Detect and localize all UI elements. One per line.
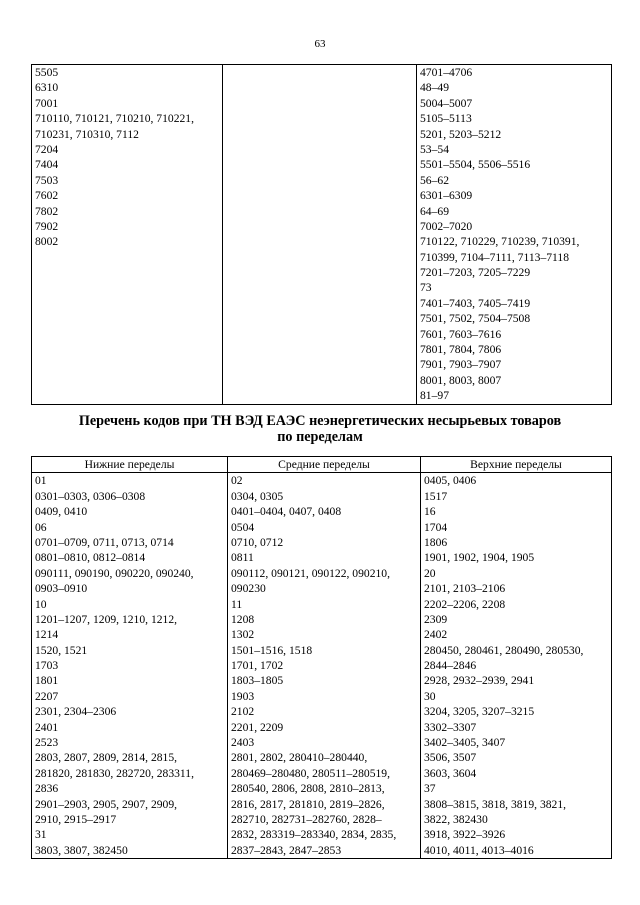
code-entry: 090230 xyxy=(231,582,266,596)
header-upper-levels: Верхние переделы xyxy=(421,457,612,473)
code-entry: 280450, 280461, 280490, 280530, xyxy=(424,643,584,657)
code-entry: 090112, 090121, 090122, 090210, xyxy=(231,566,390,580)
top-col-3-cell xyxy=(417,65,612,405)
page-number: 63 xyxy=(314,38,326,50)
code-entry: 0701–0709, 0711, 0713, 0714 xyxy=(35,535,174,549)
code-entry: 37 xyxy=(424,782,436,796)
code-entry: 2301, 2304–2306 xyxy=(35,705,117,719)
code-entry: 7201–7203, 7205–7229 xyxy=(420,266,531,280)
code-entry: 8002 xyxy=(35,235,59,249)
code-entry: 0811 xyxy=(231,551,254,565)
code-entry: 2910, 2915–2917 xyxy=(35,813,117,826)
code-entry: 5004–5007 xyxy=(420,96,473,110)
header-middle-levels: Средние переделы xyxy=(228,457,421,473)
code-entry: 710231, 710310, 7112 xyxy=(35,127,139,141)
code-entry: 5505 xyxy=(35,66,59,79)
code-entry: 090111, 090190, 090220, 090240, xyxy=(35,566,194,580)
code-entry: 0903–0910 xyxy=(35,582,88,596)
code-entry: 1302 xyxy=(231,628,255,642)
processing-levels-table xyxy=(31,456,612,859)
code-entry: 4010, 4011, 4013–4016 xyxy=(424,843,534,857)
code-entry: 710110, 710121, 710210, 710221, xyxy=(35,112,194,126)
section-title-line-2: по переделам xyxy=(277,429,363,445)
code-entry: 73 xyxy=(420,281,432,295)
code-entry: 2202–2206, 2208 xyxy=(424,597,506,611)
code-entry: 1803–1805 xyxy=(231,674,284,688)
code-entry: 48–49 xyxy=(420,81,449,95)
code-entry: 3918, 3922–3926 xyxy=(424,828,506,842)
table-header-row xyxy=(32,457,612,473)
code-entry: 3803, 3807, 382450 xyxy=(35,843,128,857)
code-entry: 7601, 7603–7616 xyxy=(420,327,502,341)
code-entry: 2803, 2807, 2809, 2814, 2815, xyxy=(35,751,178,765)
code-entry: 56–62 xyxy=(420,173,449,187)
code-entry: 0304, 0305 xyxy=(231,489,284,503)
code-entry: 7503 xyxy=(35,173,59,187)
code-entry: 1806 xyxy=(424,535,448,549)
code-entry: 280540, 2806, 2808, 2810–2813, xyxy=(231,782,385,796)
code-entry: 81–97 xyxy=(420,389,449,403)
code-entry: 01 xyxy=(35,474,47,488)
code-entry: 2523 xyxy=(35,736,59,750)
code-entry: 2832, 283319–283340, 2834, 2835, xyxy=(231,828,397,842)
code-entry: 0405, 0406 xyxy=(424,474,477,488)
code-entry: 1520, 1521 xyxy=(35,643,88,657)
top-col-1-cell xyxy=(32,65,223,405)
upper-levels-cell xyxy=(421,473,612,859)
code-entry: 2102 xyxy=(231,705,255,719)
code-entry: 16 xyxy=(424,505,436,519)
code-entry: 1201–1207, 1209, 1210, 1212, xyxy=(35,612,178,626)
code-entry: 0301–0303, 0306–0308 xyxy=(35,489,146,503)
code-entry: 3808–3815, 3818, 3819, 3821, xyxy=(424,797,567,811)
code-entry: 7501, 7502, 7504–7508 xyxy=(420,312,531,326)
code-entry: 7901, 7903–7907 xyxy=(420,358,502,372)
code-entry: 3822, 382430 xyxy=(424,813,488,826)
header-lower-levels: Нижние переделы xyxy=(32,457,228,473)
code-entry: 7602 xyxy=(35,189,59,203)
top-col-2-cell xyxy=(223,65,417,405)
code-entry: 2928, 2932–2939, 2941 xyxy=(424,674,535,688)
code-entry: 06 xyxy=(35,520,47,534)
code-entry: 2402 xyxy=(424,628,448,642)
code-entry: 30 xyxy=(424,689,436,703)
code-entry: 53–54 xyxy=(420,142,449,156)
code-entry: 11 xyxy=(231,597,243,611)
code-entry: 2101, 2103–2106 xyxy=(424,582,506,596)
code-entry: 0710, 0712 xyxy=(231,535,284,549)
code-entry: 3204, 3205, 3207–3215 xyxy=(424,705,535,719)
code-entry: 281820, 281830, 282720, 283311, xyxy=(35,766,194,780)
code-entry: 0801–0810, 0812–0814 xyxy=(35,551,146,565)
code-entry: 2403 xyxy=(231,736,255,750)
code-entry: 2837–2843, 2847–2853 xyxy=(231,843,342,857)
code-entry: 3603, 3604 xyxy=(424,766,477,780)
code-entry: 2201, 2209 xyxy=(231,720,284,734)
code-entry: 2901–2903, 2905, 2907, 2909, xyxy=(35,797,178,811)
code-entry: 6310 xyxy=(35,81,59,95)
code-entry: 282710, 282731–282760, 2828– xyxy=(231,813,382,826)
code-entry: 1214 xyxy=(35,628,59,642)
section-title xyxy=(0,413,640,445)
code-entry: 3302–3307 xyxy=(424,720,477,734)
code-entry: 5501–5504, 5506–5516 xyxy=(420,158,531,172)
table-row xyxy=(32,65,612,405)
code-entry: 2801, 2802, 280410–280440, xyxy=(231,751,368,765)
code-entry: 5105–5113 xyxy=(420,112,472,126)
code-entry: 7002–7020 xyxy=(420,219,473,233)
code-entry: 2401 xyxy=(35,720,59,734)
code-entry: 8001, 8003, 8007 xyxy=(420,373,502,387)
code-entry: 710122, 710229, 710239, 710391, xyxy=(420,235,580,249)
code-entry: 0409, 0410 xyxy=(35,505,88,519)
code-entry: 7902 xyxy=(35,219,59,233)
code-entry: 0401–0404, 0407, 0408 xyxy=(231,505,342,519)
code-entry: 31 xyxy=(35,828,47,842)
lower-levels-cell xyxy=(32,473,228,859)
code-entry: 5201, 5203–5212 xyxy=(420,127,502,141)
top-codes-table xyxy=(31,64,612,405)
code-entry: 1901, 1902, 1904, 1905 xyxy=(424,551,535,565)
code-entry: 2836 xyxy=(35,782,59,796)
code-entry: 7802 xyxy=(35,204,59,218)
code-entry: 02 xyxy=(231,474,243,488)
code-entry: 7404 xyxy=(35,158,59,172)
middle-levels-cell xyxy=(228,473,421,859)
code-entry: 7001 xyxy=(35,96,59,110)
code-entry: 710399, 7104–7111, 7113–7118 xyxy=(420,250,569,264)
code-entry: 1208 xyxy=(231,612,255,626)
code-entry: 280469–280480, 280511–280519, xyxy=(231,766,390,780)
code-entry: 7401–7403, 7405–7419 xyxy=(420,296,531,310)
code-entry: 20 xyxy=(424,566,436,580)
table-row xyxy=(32,473,612,859)
code-entry: 10 xyxy=(35,597,47,611)
code-entry: 1501–1516, 1518 xyxy=(231,643,313,657)
code-entry: 2309 xyxy=(424,612,448,626)
code-entry: 1517 xyxy=(424,489,448,503)
code-entry: 7204 xyxy=(35,142,59,156)
code-entry: 2844–2846 xyxy=(424,659,477,673)
code-entry: 1701, 1702 xyxy=(231,659,284,673)
code-entry: 64–69 xyxy=(420,204,449,218)
code-entry: 3402–3405, 3407 xyxy=(424,736,506,750)
code-entry: 1801 xyxy=(35,674,59,688)
code-entry: 1903 xyxy=(231,689,255,703)
code-entry: 0504 xyxy=(231,520,255,534)
code-entry: 6301–6309 xyxy=(420,189,473,203)
section-title-line-1: Перечень кодов при ТН ВЭД ЕАЭС неэнергетических несырьевых товаров xyxy=(78,413,562,429)
code-entry: 1704 xyxy=(424,520,448,534)
code-entry: 2207 xyxy=(35,689,59,703)
code-entry: 7801, 7804, 7806 xyxy=(420,343,502,357)
code-entry: 4701–4706 xyxy=(420,66,473,79)
code-entry: 1703 xyxy=(35,659,59,673)
code-entry: 3506, 3507 xyxy=(424,751,477,765)
code-entry: 2816, 2817, 281810, 2819–2826, xyxy=(231,797,385,811)
